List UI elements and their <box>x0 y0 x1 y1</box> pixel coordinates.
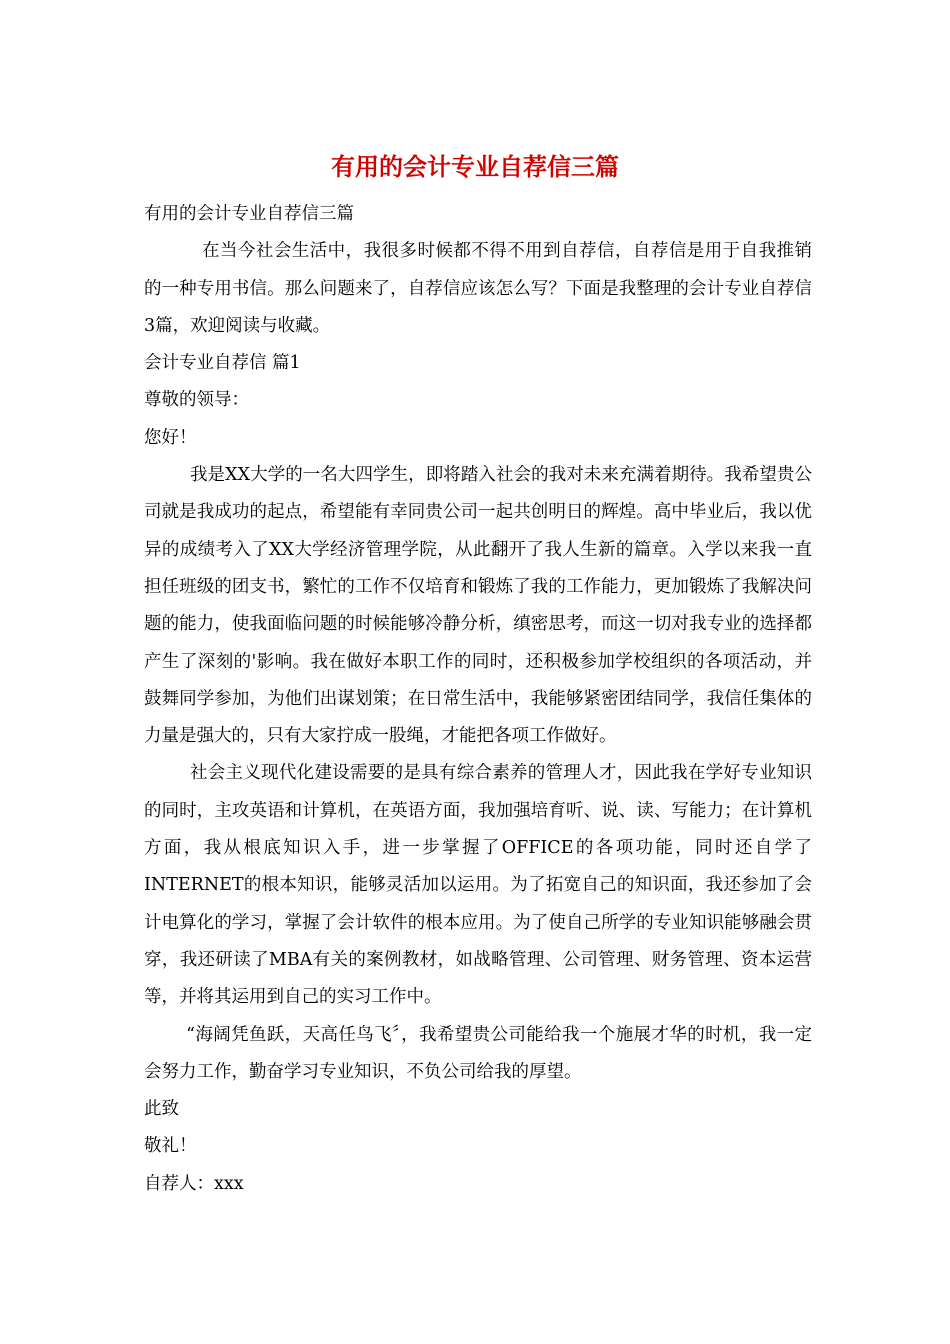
body-paragraph-3: “海阔凭鱼跃，天高任鸟飞〞，我希望贵公司能给我一个施展才华的时机，我一定会努力工作，勤奋学习专业知识，不负公司给我的厚望。 <box>144 1024 812 1082</box>
body-paragraph-2: 社会主义现代化建设需要的是具有综合素养的管理人才，因此我在学好专业知识的同时，主攻英语和计算机，在英语方面，我加强培育听、说、读、写能力；在计算机方面，我从根底知识入手，进一步掌握了OFFICE的各项功能，同时还自学了INTERNET的根本知识，能够灵活加以运用。为了拓宽自己的知识面，我还参加了会计电算化的学习，掌握了会计软件的根本应用。为了使自己所学的专业知识能够融会贯穿，我还研读了MBA有关的案例教材，如战略管理、公司管理、财务管理、资本运营等，并将其运用到自己的实习工作中。 <box>144 763 812 1008</box>
closing-line-2: 敬礼！ <box>144 1136 197 1157</box>
body-paragraph-1: 我是XX大学的一名大四学生，即将踏入社会的我对未来充满着期待。我希望贵公司就是我成功的起点，希望能有幸同贵公司一起共创明日的辉煌。高中毕业后，我以优异的成绩考入了XX大学经济管理学院，从此翻开了我人生新的篇章。入学以来我一直担任班级的团支书，繁忙的工作不仅培育和锻炼了我的工作能力，更加锻炼了我解决问题的能力，使我面临问题的时候能够冷静分析，缜密思考，而这一切对我专业的选择都产生了深刻的'影响。我在做好本职工作的同时，还积极参加学校组织的各项活动，并鼓舞同学参加，为他们出谋划策；在日常生活中，我能够紧密团结同学，我信任集体的力量是强大的，只有大家拧成一股绳，才能把各项工作做好。 <box>144 465 812 747</box>
document-body <box>144 196 812 1203</box>
salutation: 尊敬的领导： <box>144 390 249 411</box>
intro-paragraph: 在当今社会生活中，我很多时候都不得不用到自荐信，自荐信是用于自我推销的一种专用书信。那么问题来了，自荐信应该怎么写？下面是我整理的会计专业自荐信3篇，欢迎阅读与收藏。 <box>144 241 812 336</box>
document-title: 有用的会计专业自荐信三篇 <box>331 152 619 181</box>
letter-heading: 会计专业自荐信 篇1 <box>144 353 301 374</box>
document-subtitle: 有用的会计专业自荐信三篇 <box>144 204 354 224</box>
closing-line-1: 此致 <box>144 1099 179 1120</box>
greeting: 您好！ <box>144 427 197 448</box>
signature: 自荐人：xxx <box>144 1173 244 1194</box>
